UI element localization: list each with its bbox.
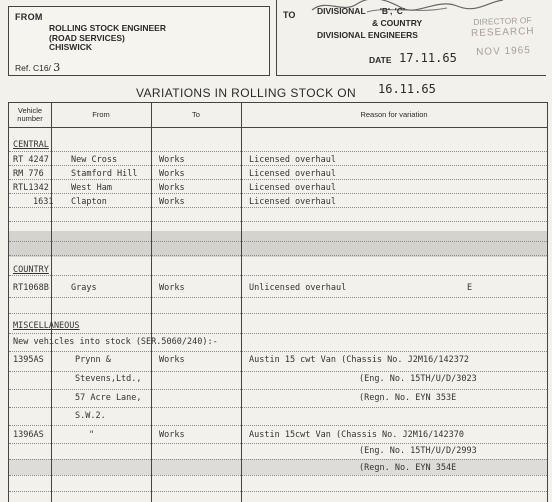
from-line: S.W.2. (75, 411, 106, 421)
row-rule (9, 255, 547, 256)
section-miscellaneous: MISCELLANEOUS (13, 321, 80, 331)
row-rule (9, 475, 547, 476)
vehicle-number: RM 776 (13, 169, 44, 179)
row-rule (9, 221, 547, 222)
row-rule (9, 179, 547, 180)
from-line-3: CHISWICK (49, 42, 92, 52)
row-rule (9, 389, 547, 390)
row-rule (9, 333, 547, 334)
date-label: DATE (369, 55, 392, 65)
reference-label: Ref. C16/ (15, 63, 51, 73)
row-rule (9, 351, 547, 352)
from-line-2: (ROAD SERVICES) (49, 32, 125, 43)
received-stamp (462, 15, 543, 62)
reason-line: (Regn. No. EYN 354E (359, 463, 457, 473)
row-rule (9, 459, 547, 460)
table-header (9, 103, 547, 128)
row-rule (9, 407, 547, 408)
reason: Licensed overhaul (249, 197, 336, 207)
row-rule (9, 371, 547, 372)
to-destination: Works (159, 197, 185, 207)
from-line: 57 Acre Lane, (75, 393, 142, 403)
stamp-date: NOV 1965 (475, 45, 531, 58)
row-rule (9, 241, 547, 242)
reason-mark: E (467, 283, 473, 293)
vehicle-number: RTL1342 (13, 183, 49, 193)
to-destination: Works (159, 183, 185, 193)
to-destination: Works (159, 355, 185, 365)
reason-line: (Eng. No. 15TH/U/D/2993 (359, 446, 477, 456)
vehicle-number: RT1068B (13, 283, 49, 293)
reference-value: 3 (53, 61, 61, 74)
from-depot: Stamford Hill (71, 169, 138, 179)
reference (15, 61, 60, 74)
vehicle-number: 1631 (33, 197, 54, 207)
row-rule (9, 313, 547, 314)
reason-line: Austin 15cwt Van (Chassis No. J2M16/142370 (249, 430, 464, 440)
to-line-2: & COUNTRY (372, 18, 423, 28)
to-destination: Works (159, 155, 185, 165)
row-rule (9, 443, 547, 444)
from-line-1: ROLLING STOCK ENGINEER (49, 23, 166, 33)
vehicle-number: 1396AS (13, 430, 44, 440)
row-rule (9, 193, 547, 194)
col-to: To (192, 110, 200, 119)
from-label: FROM (15, 12, 43, 22)
reason-line: (Eng. No. 15TH/U/D/3023 (359, 374, 477, 384)
variations-table (8, 102, 548, 502)
row-rule (9, 151, 547, 152)
to-line-3: DIVISIONAL ENGINEERS (317, 30, 418, 40)
to-division-group: 'B', 'C' (379, 6, 405, 16)
row-rule (9, 207, 547, 208)
section-country: COUNTRY (13, 265, 49, 275)
title-date: 16.11.65 (378, 82, 436, 96)
stamp-line-1: DIRECTOR OF (473, 14, 532, 28)
reason: Unlicensed overhaul (249, 283, 347, 293)
vehicle-number: RT 4247 (13, 155, 49, 165)
row-rule (9, 165, 547, 166)
to-label: TO (283, 10, 296, 20)
row-rule (9, 425, 547, 426)
date-value: 17.11.65 (399, 51, 457, 65)
from-address (49, 24, 166, 53)
shade-band (9, 459, 547, 475)
from-depot: West Ham (71, 183, 112, 193)
from-depot: Clapton (71, 197, 107, 207)
shade-band (9, 231, 547, 257)
from-line: " (89, 430, 95, 440)
to-box (276, 0, 546, 76)
page-title: VARIATIONS IN ROLLING STOCK ON (136, 86, 357, 100)
from-line: Stevens,Ltd., (75, 374, 142, 384)
row-rule (9, 491, 547, 492)
to-destination: Works (159, 430, 185, 440)
row-rule (9, 275, 547, 276)
col-reason: Reason for variation (360, 110, 428, 119)
reason: Licensed overhaul (249, 183, 336, 193)
from-box (8, 6, 270, 76)
section-central: CENTRAL (13, 140, 49, 150)
reason-line: Austin 15 cwt Van (Chassis No. J2M16/142372 (249, 355, 470, 365)
to-destination: Works (159, 169, 185, 179)
col-from: From (92, 110, 110, 119)
reason: Licensed overhaul (249, 155, 336, 165)
col-vehicle-number: Vehicle number (17, 106, 43, 123)
to-destination: Works (159, 283, 185, 293)
from-depot: Grays (71, 283, 97, 293)
reason: Licensed overhaul (249, 169, 336, 179)
to-division: DIVISIONAL (317, 6, 366, 16)
vehicle-number: 1395AS (13, 355, 44, 365)
reason-line: (Regn. No. EYN 353E (359, 393, 457, 403)
from-line: Prynn & (75, 355, 111, 365)
misc-note: New vehicles into stock (SER.5060/240):- (13, 337, 218, 347)
row-rule (9, 297, 547, 298)
to-line-1 (317, 6, 405, 16)
from-depot: New Cross (71, 155, 118, 165)
stamp-line-2: RESEARCH (470, 25, 535, 40)
